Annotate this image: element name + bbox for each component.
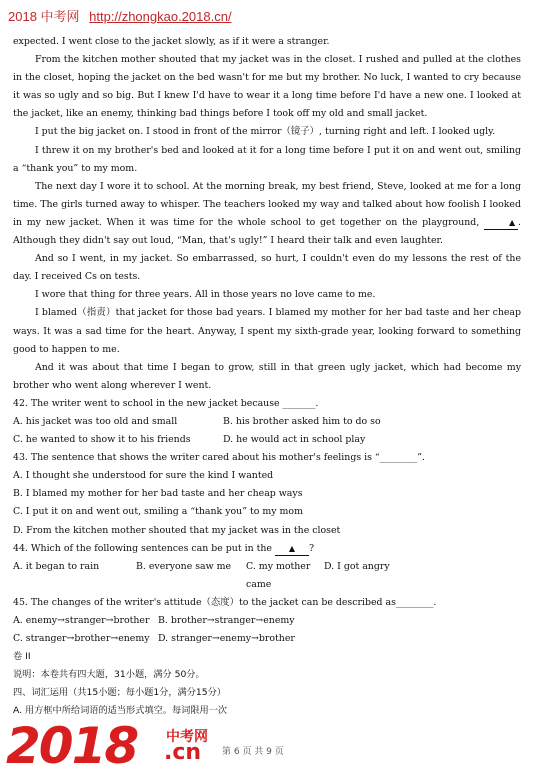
passage-paragraph: I threw it on my brother's bed and looked at it for a long time before I put it on and went out, smiling a “thank you” to my mom.: [13, 144, 521, 174]
option-d: D. I got angry: [324, 560, 390, 572]
passage-paragraph-with-blank: [13, 178, 521, 250]
logo-number: 2018: [6, 717, 138, 775]
option-c: C. my mother came: [246, 560, 311, 590]
option-a: A. I thought she understood for sure the kind I wanted: [13, 470, 274, 482]
option-a: A. it began to rain: [13, 560, 100, 572]
page-number: 第 6 页 共 9 页: [222, 747, 284, 757]
option-c: C. he wanted to show it to his friends: [13, 434, 191, 446]
question-44-stem: [13, 540, 521, 558]
option-c: C. stranger→brother→enemy: [13, 633, 150, 645]
question-44-stem-end: ?: [308, 542, 314, 554]
document-body: [13, 33, 521, 721]
option-a: A. his jacket was too old and small: [13, 415, 178, 427]
option-d: D. From the kitchen mother shouted that my jacket was in the closet: [13, 524, 341, 536]
option-d: D. stranger→enemy→brother: [158, 633, 295, 645]
passage-paragraph: I blamed（指责）that jacket for those bad years. I blamed my mother for her bad taste and her cheap ways. It was a sad time for the heart. Anyway, I spent my sixth-grade year, looking forward to something good to happen to me.: [13, 307, 521, 355]
option-b: B. brother→stranger→enemy: [158, 615, 295, 626]
passage-paragraph: I wore that thing for three years. All in those years no love came to me.: [35, 289, 376, 301]
question-43-stem: 43. The sentence that shows the writer cared about his mother's feelings is “________”.: [13, 452, 425, 464]
option-b: B. his brother asked him to do so: [223, 415, 381, 427]
passage-paragraph: I put the big jacket on. I stood in front of the mirror（镜子）, turning right and left. I looked ugly.: [35, 126, 496, 138]
question-45-stem: 45. The changes of the writer's attitude（态度）to the jacket can be described as________.: [13, 596, 437, 608]
question-42-stem: 42. The writer went to school in the new jacket because _______.: [13, 397, 319, 409]
answer-blank: [275, 543, 309, 556]
part-4-subsection-a: A. 用方框中所给词语的适当形式填空。每词限用一次: [13, 705, 228, 717]
option-c: C. I put it on and went out, smiling a “thank you” to my mom: [13, 506, 303, 518]
triangle-marker-icon: ▲: [288, 543, 296, 553]
site-header: [8, 6, 232, 25]
passage-text: . Although they didn't say out loud, “Man, that's ugly!” I heard their talk and even laughter.: [13, 216, 522, 247]
section-title: 卷 II: [13, 651, 31, 663]
passage-paragraph: expected. I went close to the jacket slowly, as if it were a stranger.: [13, 36, 330, 47]
logo-chinese-name: 中考网: [166, 729, 208, 745]
passage-paragraph: From the kitchen mother shouted that my jacket was in the closet. I rushed and pulled at the clothes in the closet, hoping the jacket on the bed wasn't for me but my brother. No luck, I wanted to cry because it was so ugly and so big. But I knew I'd have to wear it a long time before I'd have a new one. I looked at the jacket, like an enemy, thinking bad things before I took off my old and small jacket.: [13, 54, 521, 120]
question-42-options-row: [13, 413, 521, 431]
answer-blank: [484, 217, 518, 230]
triangle-marker-icon: ▲: [508, 217, 516, 227]
logo-domain: .cn: [164, 740, 202, 765]
option-d: D. he would act in school play: [223, 434, 366, 446]
site-url-link[interactable]: http://zhongkao.2018.cn/: [89, 9, 232, 24]
question-42-options-row: [13, 431, 521, 449]
question-44-stem-text: 44. Which of the following sentences can be put in the: [13, 542, 272, 554]
passage-paragraph: And so I went, in my jacket. So embarrassed, so hurt, I couldn't even do my lessons the rest of the day. I received Cs on tests.: [13, 253, 521, 283]
option-b: B. everyone saw me: [136, 560, 232, 572]
instructions: 说明：本卷共有四大题，31小题，满分 50分。: [13, 669, 205, 681]
question-45-options-row: [13, 630, 521, 648]
passage-text: The next day I wore it to school. At the morning break, my best friend, Steve, looked at me for a long time. The girls turned away to whisper. The teachers looked my way and talked about how foolish I looked in my new jacket. When it was time for the whole school to get together on the playground,: [13, 180, 521, 228]
question-45-options-row: [13, 612, 521, 630]
passage-paragraph: And it was about that time I began to grow, still in that green ugly jacket, which had become my brother who went along wherever I went.: [13, 361, 521, 391]
site-name: 2018 中考网: [8, 9, 80, 24]
option-a: A. enemy→stranger→brother: [13, 615, 150, 626]
option-b: B. I blamed my mother for her bad taste and her cheap ways: [13, 488, 303, 500]
part-4-title: 四、词汇运用（共15小题；每小题1分，满分15分）: [13, 687, 226, 699]
question-44-options-row: [13, 558, 521, 594]
